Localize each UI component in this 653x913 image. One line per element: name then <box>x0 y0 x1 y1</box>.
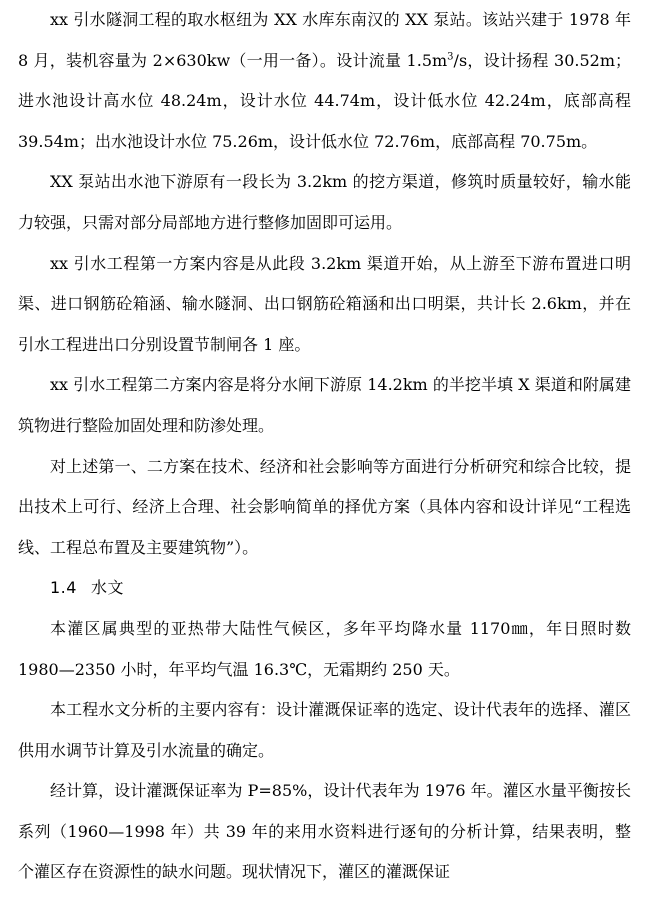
paragraph-existing-channel: XX 泵站出水池下游原有一段长为 3.2km 的挖方渠道，修筑时质量较好，输水能力较强，只需对部分局部地方进行整修加固即可运用。 <box>18 172 631 232</box>
paragraph-pump-station-text-b: /s，设计扬程 30.52m；进水池设计高水位 48.24m，设计水位 44.74m，设计低水位 42.24m，底部高程 39.54m；出水池设计水位 75.26m，设计低水位 72.76m，底部高程 70.75m。 <box>18 50 631 151</box>
superscript-3: 3 <box>447 51 454 63</box>
paragraph-scheme-two: xx 引水工程第二方案内容是将分水闸下游原 14.2km 的半挖半填 X 渠道和附属建筑物进行整险加固处理和防渗处理。 <box>18 375 631 435</box>
paragraph-pump-station <box>18 0 631 162</box>
paragraph-hydrology-contents: 本工程水文分析的主要内容有：设计灌溉保证率的选定、设计代表年的选择、灌区供用水调节计算及引水流量的确定。 <box>18 700 631 760</box>
paragraph-scheme-comparison: 对上述第一、二方案在技术、经济和社会影响等方面进行分析研究和综合比较，提出技术上可行、经济上合理、社会影响简单的择优方案（具体内容和设计详见“工程选线、工程总布置及主要建筑物”）。 <box>18 456 631 557</box>
section-number: 1.4 <box>50 578 77 598</box>
paragraph-climate: 本灌区属典型的亚热带大陆性气候区，多年平均降水量 1170㎜，年日照时数 1980—2350 小时，年平均气温 16.3℃，无霜期约 250 天。 <box>18 618 631 679</box>
paragraph-pump-station-text-a: xx 引水隧洞工程的取水枢纽为 XX 水库东南汉的 XX 泵站。该站兴建于 1978 年 8 月，装机容量为 2×630kw（一用一备）。设计流量 1.5m <box>18 10 631 70</box>
section-title: 水文 <box>90 578 124 598</box>
paragraph-scheme-one: xx 引水工程第一方案内容是从此段 3.2km 渠道开始，从上游至下游布置进口明渠、进口钢筋砼箱涵、输水隧洞、出口钢筋砼箱涵和出口明渠，共计长 2.6km，并在引水工程进出口分别设置节制闸各 1 座。 <box>18 253 631 354</box>
section-heading-hydrology <box>18 568 631 609</box>
paragraph-calculation-results: 经计算，设计灌溉保证率为 P=85%，设计代表年为 1976 年。灌区水量平衡按长系列（1960—1998 年）共 39 年的来用水资料进行逐旬的分析计算，结果表明，整个灌区存在资源性的缺水问题。现状情况下，灌区的灌溉保证 <box>18 781 631 882</box>
